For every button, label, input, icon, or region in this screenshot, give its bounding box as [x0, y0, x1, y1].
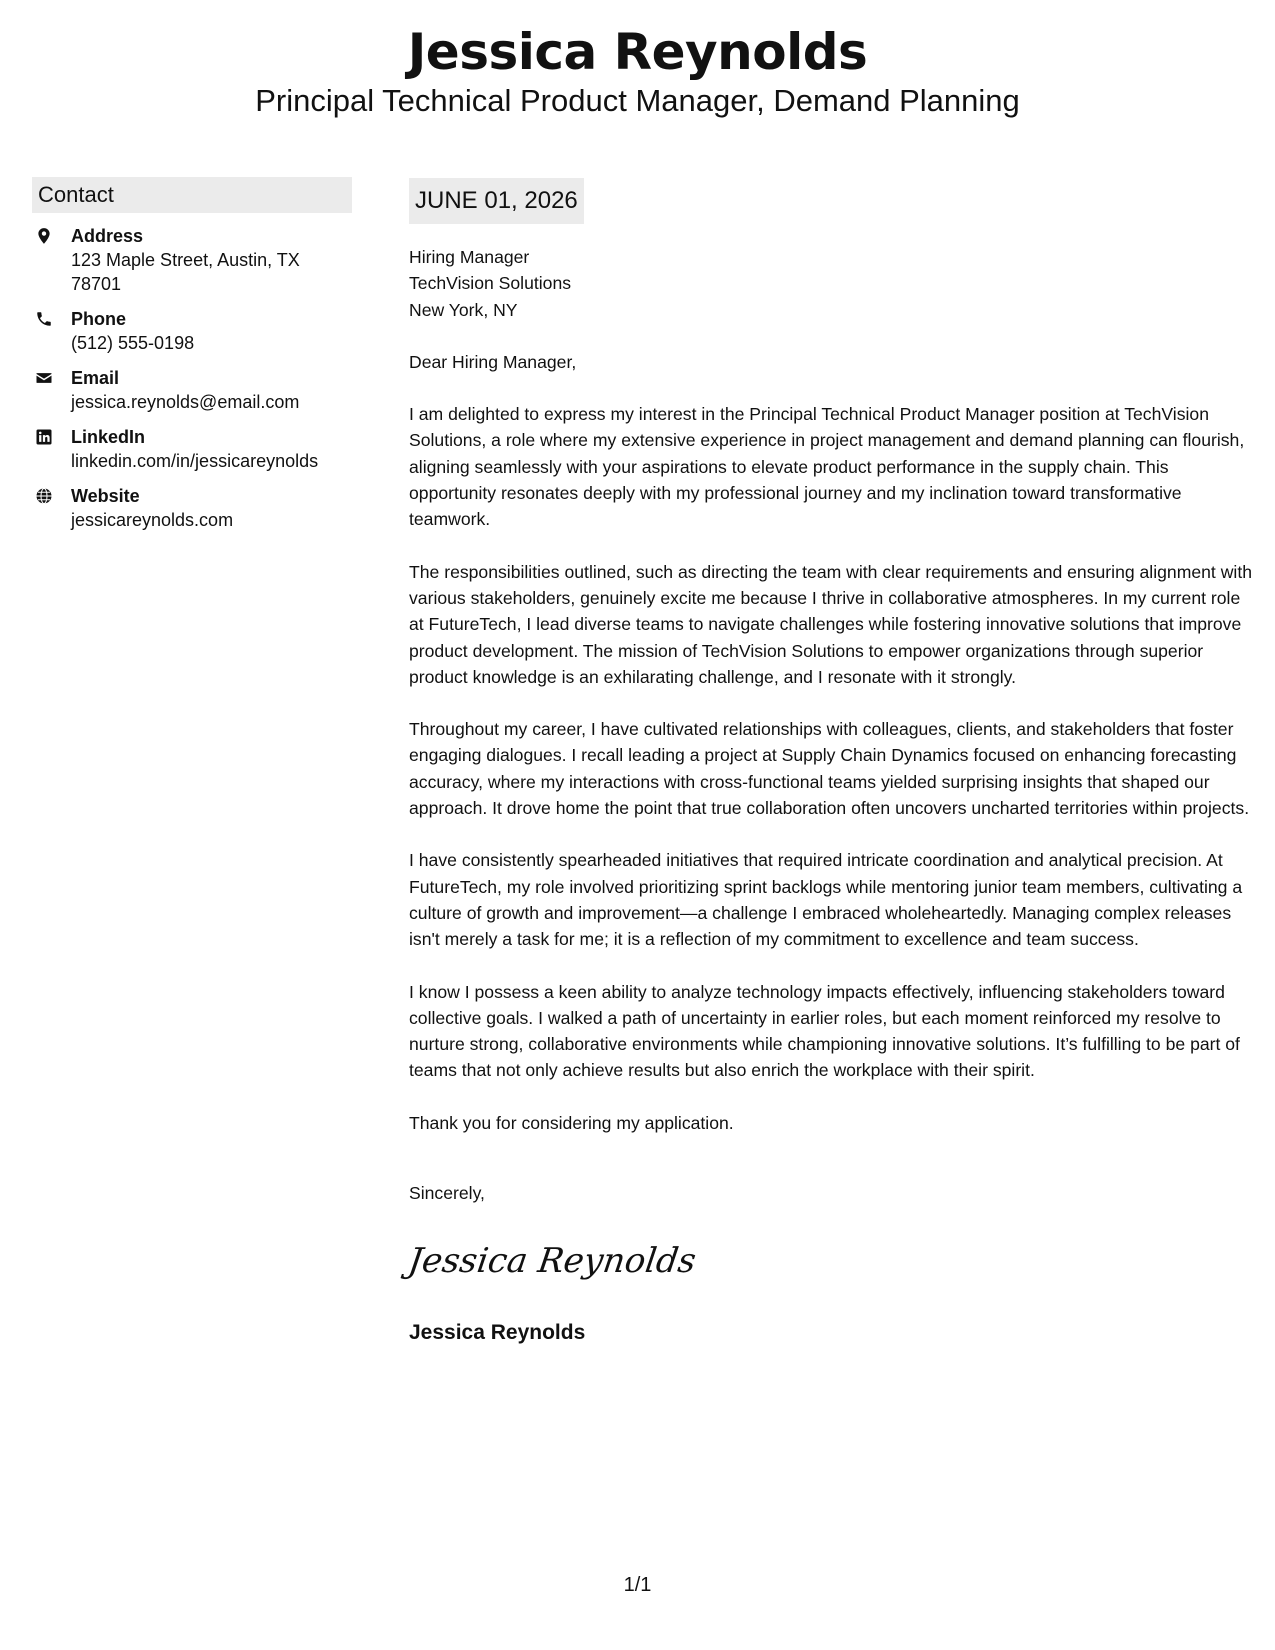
- website-label: Website: [71, 486, 140, 506]
- handwritten-signature: [405, 1230, 1254, 1290]
- email-icon: [35, 369, 53, 387]
- recipient-title: Hiring Manager: [409, 247, 530, 267]
- contact-item-linkedin: [32, 425, 352, 473]
- contact-item-address: [32, 224, 352, 296]
- map-pin-icon: [35, 227, 53, 245]
- contact-item-email: [32, 366, 352, 414]
- body-paragraph: I am delighted to express my interest in the Principal Technical Product Manager position at TechVision Solutions, a role where my extensive experience in project management and demand planning can flourish, aligning seamlessly with your aspirations to elevate product performance in the supply chain. This opportunity resonates deeply with my professional journey and my inclination toward transformative teamwork.: [409, 404, 1245, 530]
- contact-sidebar: [32, 177, 352, 532]
- applicant-name: Jessica Reynolds: [407, 23, 868, 81]
- email-label: Email: [71, 368, 120, 388]
- body-paragraph: The responsibilities outlined, such as directing the team with clear requirements and ensuring alignment with various stakeholders, genuinely excite me because I thrive in collaborative atmospheres. In my current role at FutureTech, I lead diverse teams to navigate challenges while fostering innovative solutions that improve product development. The mission of TechVision Solutions to empower organizations through superior product knowledge is an exhilarating challenge, and I resonate with it strongly.: [409, 561, 1252, 687]
- cover-letter-body: [405, 178, 1254, 1346]
- body-paragraph: I know I possess a keen ability to analyze technology impacts effectively, influencing stakeholders toward collective goals. I walked a path of uncertainty in earlier roles, but each moment reinforced my resolve to nurture strong, collaborative environments while championing innovative solutions. It’s fulfilling to be part of teams that not only achieve results but also enrich the workplace with their spirit.: [409, 981, 1240, 1081]
- phone-value: (512) 555-0198: [71, 333, 195, 353]
- signer-name: Jessica Reynolds: [409, 1321, 586, 1345]
- closing-line: Thank you for considering my application.: [409, 1112, 734, 1133]
- address-value: 123 Maple Street, Austin, TX 78701: [71, 250, 300, 294]
- sign-off: Sincerely,: [409, 1183, 485, 1204]
- phone-icon: [35, 310, 53, 328]
- address-label: Address: [71, 226, 144, 246]
- document-header: [0, 22, 1275, 120]
- linkedin-value: linkedin.com/in/jessicareynolds: [71, 451, 319, 471]
- body-paragraph: I have consistently spearheaded initiatives that required intricate coordination and analytical precision. At FutureTech, my role involved prioritizing sprint backlogs while mentoring junior team members, cultivating a culture of growth and improvement—a challenge I embraced wholeheartedly. Managing complex releases isn't merely a task for me; it is a reflection of my commitment to excellence and team success.: [409, 850, 1243, 950]
- contact-heading: Contact: [32, 177, 352, 213]
- linkedin-icon: [35, 428, 53, 446]
- contact-item-phone: [32, 307, 352, 355]
- applicant-job-title: Principal Technical Product Manager, Demand Planning: [255, 83, 1020, 118]
- email-value: jessica.reynolds@email.com: [71, 392, 300, 412]
- salutation: Dear Hiring Manager,: [409, 351, 577, 372]
- contact-item-website: [32, 484, 352, 532]
- globe-icon: [35, 487, 53, 505]
- recipient-company: TechVision Solutions: [409, 273, 572, 294]
- linkedin-label: LinkedIn: [71, 427, 146, 447]
- recipient-block: [409, 244, 1254, 323]
- phone-label: Phone: [71, 309, 127, 329]
- website-value: jessicareynolds.com: [71, 510, 234, 530]
- recipient-location: New York, NY: [409, 299, 518, 320]
- letter-date: JUNE 01, 2026: [409, 178, 584, 224]
- page-number: 1/1: [623, 1574, 652, 1596]
- signature-glyphs: Jessica Reynolds: [405, 1241, 699, 1282]
- body-paragraph: Throughout my career, I have cultivated relationships with colleagues, clients, and stakeholders that foster engaging dialogues. I recall leading a project at Supply Chain Dynamics focused on enhancing forecasting accuracy, where my interactions with cross-functional teams yielded surprising insights that shaped our approach. It drove home the point that true collaboration often uncovers uncharted territories within projects.: [409, 719, 1250, 819]
